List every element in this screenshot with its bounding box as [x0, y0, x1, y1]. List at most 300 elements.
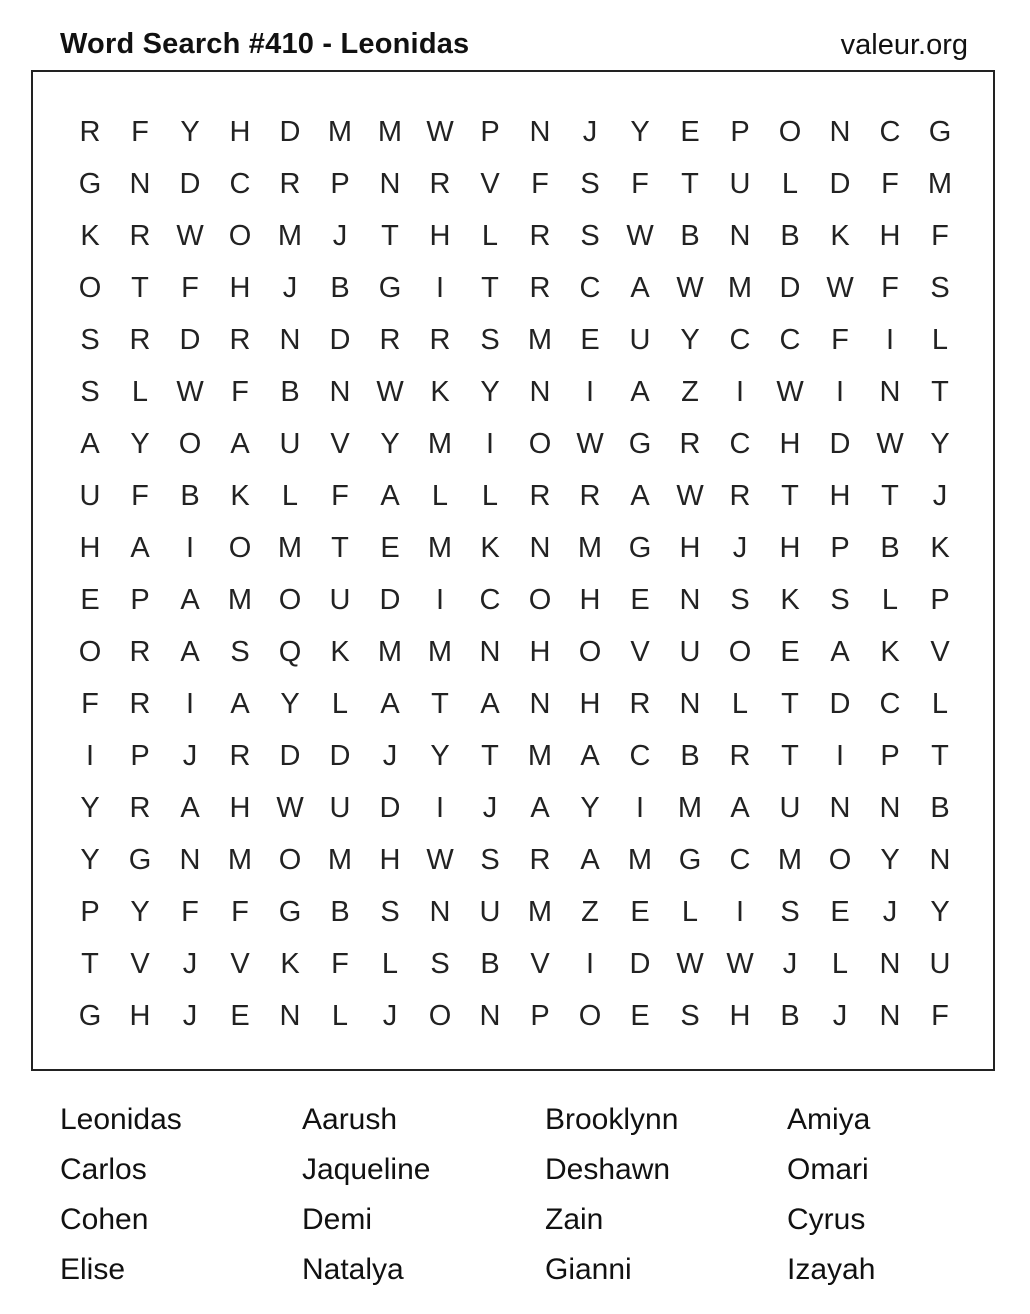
grid-cell[interactable]: I [185, 688, 195, 720]
grid-cell[interactable]: V [230, 948, 250, 980]
grid-cell[interactable]: G [628, 532, 652, 564]
grid-cell[interactable]: U [679, 636, 701, 668]
grid-cell[interactable]: B [780, 1000, 800, 1032]
grid-cell[interactable]: P [930, 584, 950, 616]
grid-cell[interactable]: J [282, 272, 298, 304]
grid-cell[interactable]: P [530, 1000, 550, 1032]
grid-cell[interactable]: K [430, 376, 450, 408]
grid-cell[interactable]: F [881, 272, 899, 304]
grid-cell[interactable]: S [780, 896, 800, 928]
grid-cell[interactable]: N [379, 168, 401, 200]
grid-cell[interactable]: C [779, 324, 801, 356]
grid-cell[interactable]: S [680, 1000, 700, 1032]
grid-cell[interactable]: D [329, 324, 351, 356]
grid-cell[interactable]: O [828, 844, 852, 876]
grid-cell[interactable]: O [728, 636, 752, 668]
grid-cell[interactable]: C [879, 116, 901, 148]
grid-cell[interactable]: L [931, 688, 949, 720]
grid-cell[interactable]: H [229, 792, 251, 824]
grid-cell[interactable]: S [80, 376, 100, 408]
grid-cell[interactable]: I [635, 792, 645, 824]
site-name[interactable]: valeur.org [840, 29, 968, 61]
grid-cell[interactable]: O [228, 220, 252, 252]
grid-cell[interactable]: D [629, 948, 651, 980]
grid-cell[interactable]: L [331, 1000, 349, 1032]
grid-cell[interactable]: U [779, 792, 801, 824]
grid-cell[interactable]: H [779, 532, 801, 564]
grid-cell[interactable]: E [630, 584, 650, 616]
grid-cell[interactable]: Y [880, 844, 900, 876]
grid-cell[interactable]: F [231, 896, 249, 928]
grid-cell[interactable]: B [680, 220, 700, 252]
grid-cell[interactable]: R [279, 168, 301, 200]
grid-cell[interactable]: I [435, 792, 445, 824]
grid-cell[interactable]: I [435, 584, 445, 616]
grid-cell[interactable]: G [678, 844, 702, 876]
grid-cell[interactable]: V [930, 636, 950, 668]
grid-cell[interactable]: D [179, 168, 201, 200]
grid-cell[interactable]: N [679, 584, 701, 616]
grid-cell[interactable]: M [427, 532, 453, 564]
grid-cell[interactable]: M [277, 532, 303, 564]
grid-cell[interactable]: F [331, 948, 349, 980]
grid-cell[interactable]: E [630, 1000, 650, 1032]
grid-cell[interactable]: E [830, 896, 850, 928]
grid-cell[interactable]: B [930, 792, 950, 824]
grid-cell[interactable]: K [880, 636, 900, 668]
grid-cell[interactable]: R [729, 740, 751, 772]
grid-cell[interactable]: T [931, 740, 949, 772]
grid-cell[interactable]: T [781, 480, 799, 512]
grid-cell[interactable]: F [931, 220, 949, 252]
grid-cell[interactable]: M [527, 896, 553, 928]
grid-cell[interactable]: U [279, 428, 301, 460]
grid-cell[interactable]: A [480, 688, 500, 720]
grid-cell[interactable]: G [278, 896, 302, 928]
grid-cell[interactable]: M [427, 636, 453, 668]
grid-cell[interactable]: N [879, 792, 901, 824]
grid-cell[interactable]: R [229, 740, 251, 772]
grid-cell[interactable]: S [430, 948, 450, 980]
grid-cell[interactable]: H [729, 1000, 751, 1032]
grid-cell[interactable]: H [229, 272, 251, 304]
grid-cell[interactable]: R [129, 688, 151, 720]
grid-cell[interactable]: D [829, 428, 851, 460]
grid-cell[interactable]: Y [480, 376, 500, 408]
grid-cell[interactable]: K [780, 584, 800, 616]
grid-cell[interactable]: T [481, 740, 499, 772]
grid-cell[interactable]: P [330, 168, 350, 200]
grid-cell[interactable]: W [426, 844, 454, 876]
grid-cell[interactable]: O [78, 272, 102, 304]
grid-cell[interactable]: D [379, 584, 401, 616]
grid-cell[interactable]: M [527, 740, 553, 772]
grid-cell[interactable]: B [180, 480, 200, 512]
grid-cell[interactable]: H [579, 688, 601, 720]
grid-cell[interactable]: W [676, 272, 704, 304]
grid-cell[interactable]: O [278, 844, 302, 876]
grid-cell[interactable]: H [79, 532, 101, 564]
grid-cell[interactable]: A [130, 532, 150, 564]
grid-cell[interactable]: A [380, 688, 400, 720]
grid-cell[interactable]: L [831, 948, 849, 980]
grid-cell[interactable]: B [280, 376, 300, 408]
grid-cell[interactable]: F [331, 480, 349, 512]
grid-cell[interactable]: A [380, 480, 400, 512]
grid-cell[interactable]: I [835, 376, 845, 408]
grid-cell[interactable]: O [778, 116, 802, 148]
grid-cell[interactable]: E [230, 1000, 250, 1032]
grid-cell[interactable]: G [78, 1000, 102, 1032]
grid-cell[interactable]: N [729, 220, 751, 252]
grid-cell[interactable]: V [480, 168, 500, 200]
grid-cell[interactable]: D [379, 792, 401, 824]
grid-cell[interactable]: K [930, 532, 950, 564]
grid-cell[interactable]: N [529, 532, 551, 564]
grid-cell[interactable]: O [578, 1000, 602, 1032]
grid-cell[interactable]: S [930, 272, 950, 304]
grid-cell[interactable]: M [327, 116, 353, 148]
grid-cell[interactable]: U [329, 792, 351, 824]
grid-cell[interactable]: S [580, 168, 600, 200]
grid-cell[interactable]: O [578, 636, 602, 668]
grid-cell[interactable]: I [885, 324, 895, 356]
grid-cell[interactable]: R [629, 688, 651, 720]
grid-cell[interactable]: T [931, 376, 949, 408]
grid-cell[interactable]: N [879, 948, 901, 980]
grid-cell[interactable]: M [777, 844, 803, 876]
grid-cell[interactable]: O [178, 428, 202, 460]
grid-cell[interactable]: F [831, 324, 849, 356]
grid-cell[interactable]: C [579, 272, 601, 304]
grid-cell[interactable]: Y [130, 428, 150, 460]
grid-cell[interactable]: J [482, 792, 498, 824]
grid-cell[interactable]: W [876, 428, 904, 460]
grid-cell[interactable]: B [330, 896, 350, 928]
grid-cell[interactable]: M [227, 584, 253, 616]
grid-cell[interactable]: S [480, 844, 500, 876]
grid-cell[interactable]: T [881, 480, 899, 512]
grid-cell[interactable]: P [480, 116, 500, 148]
grid-cell[interactable]: N [179, 844, 201, 876]
grid-cell[interactable]: C [629, 740, 651, 772]
grid-cell[interactable]: Y [380, 428, 400, 460]
grid-cell[interactable]: N [929, 844, 951, 876]
grid-cell[interactable]: K [830, 220, 850, 252]
grid-cell[interactable]: H [679, 532, 701, 564]
grid-cell[interactable]: J [182, 1000, 198, 1032]
grid-cell[interactable]: P [130, 584, 150, 616]
grid-cell[interactable]: D [279, 740, 301, 772]
grid-cell[interactable]: D [279, 116, 301, 148]
grid-cell[interactable]: M [677, 792, 703, 824]
grid-cell[interactable]: R [129, 220, 151, 252]
grid-cell[interactable]: L [431, 480, 449, 512]
grid-cell[interactable]: W [376, 376, 404, 408]
grid-cell[interactable]: Y [80, 792, 100, 824]
grid-cell[interactable]: S [380, 896, 400, 928]
grid-cell[interactable]: A [580, 844, 600, 876]
grid-cell[interactable]: L [931, 324, 949, 356]
grid-cell[interactable]: M [427, 428, 453, 460]
grid-cell[interactable]: L [281, 480, 299, 512]
grid-cell[interactable]: Y [930, 896, 950, 928]
grid-cell[interactable]: W [676, 480, 704, 512]
grid-cell[interactable]: P [130, 740, 150, 772]
grid-cell[interactable]: J [182, 740, 198, 772]
grid-cell[interactable]: J [782, 948, 798, 980]
grid-cell[interactable]: I [585, 376, 595, 408]
grid-cell[interactable]: J [332, 220, 348, 252]
grid-cell[interactable]: W [776, 376, 804, 408]
grid-cell[interactable]: A [580, 740, 600, 772]
grid-cell[interactable]: A [830, 636, 850, 668]
grid-cell[interactable]: Y [580, 792, 600, 824]
grid-cell[interactable]: T [131, 272, 149, 304]
grid-cell[interactable]: R [129, 324, 151, 356]
grid-cell[interactable]: F [231, 376, 249, 408]
grid-cell[interactable]: T [481, 272, 499, 304]
grid-cell[interactable]: L [331, 688, 349, 720]
grid-cell[interactable]: M [277, 220, 303, 252]
grid-cell[interactable]: V [630, 636, 650, 668]
grid-cell[interactable]: A [230, 688, 250, 720]
grid-cell[interactable]: U [929, 948, 951, 980]
grid-cell[interactable]: N [529, 688, 551, 720]
grid-cell[interactable]: R [379, 324, 401, 356]
grid-cell[interactable]: J [182, 948, 198, 980]
grid-cell[interactable]: Y [930, 428, 950, 460]
grid-cell[interactable]: M [577, 532, 603, 564]
grid-cell[interactable]: R [129, 636, 151, 668]
grid-cell[interactable]: J [382, 1000, 398, 1032]
grid-cell[interactable]: M [327, 844, 353, 876]
grid-cell[interactable]: R [79, 116, 101, 148]
grid-cell[interactable]: H [779, 428, 801, 460]
grid-cell[interactable]: I [485, 428, 495, 460]
grid-cell[interactable]: W [176, 220, 204, 252]
grid-cell[interactable]: W [276, 792, 304, 824]
grid-cell[interactable]: B [480, 948, 500, 980]
grid-cell[interactable]: T [681, 168, 699, 200]
grid-cell[interactable]: J [932, 480, 948, 512]
grid-cell[interactable]: A [630, 272, 650, 304]
grid-cell[interactable]: T [781, 688, 799, 720]
grid-cell[interactable]: N [529, 116, 551, 148]
grid-cell[interactable]: D [779, 272, 801, 304]
grid-cell[interactable]: D [179, 324, 201, 356]
grid-cell[interactable]: M [927, 168, 953, 200]
grid-cell[interactable]: E [630, 896, 650, 928]
grid-cell[interactable]: A [80, 428, 100, 460]
grid-cell[interactable]: Y [130, 896, 150, 928]
grid-cell[interactable]: L [481, 480, 499, 512]
grid-cell[interactable]: W [626, 220, 654, 252]
grid-cell[interactable]: R [429, 324, 451, 356]
grid-cell[interactable]: M [227, 844, 253, 876]
grid-cell[interactable]: E [380, 532, 400, 564]
grid-cell[interactable]: A [530, 792, 550, 824]
grid-cell[interactable]: F [531, 168, 549, 200]
grid-cell[interactable]: B [880, 532, 900, 564]
grid-cell[interactable]: W [726, 948, 754, 980]
grid-cell[interactable]: U [329, 584, 351, 616]
grid-cell[interactable]: N [879, 376, 901, 408]
grid-cell[interactable]: G [378, 272, 402, 304]
grid-cell[interactable]: W [576, 428, 604, 460]
grid-cell[interactable]: A [230, 428, 250, 460]
grid-cell[interactable]: J [832, 1000, 848, 1032]
grid-cell[interactable]: C [879, 688, 901, 720]
grid-cell[interactable]: P [880, 740, 900, 772]
grid-cell[interactable]: I [85, 740, 95, 772]
grid-cell[interactable]: K [480, 532, 500, 564]
grid-cell[interactable]: K [330, 636, 350, 668]
grid-cell[interactable]: F [881, 168, 899, 200]
grid-cell[interactable]: R [529, 220, 551, 252]
grid-cell[interactable]: I [435, 272, 445, 304]
grid-cell[interactable]: U [729, 168, 751, 200]
grid-cell[interactable]: T [781, 740, 799, 772]
grid-cell[interactable]: E [580, 324, 600, 356]
grid-cell[interactable]: S [230, 636, 250, 668]
grid-cell[interactable]: N [429, 896, 451, 928]
grid-cell[interactable]: N [329, 376, 351, 408]
grid-cell[interactable]: S [830, 584, 850, 616]
grid-cell[interactable]: H [829, 480, 851, 512]
grid-cell[interactable]: Z [681, 376, 699, 408]
grid-cell[interactable]: S [730, 584, 750, 616]
grid-cell[interactable]: L [381, 948, 399, 980]
grid-cell[interactable]: A [180, 792, 200, 824]
grid-cell[interactable]: R [429, 168, 451, 200]
grid-cell[interactable]: H [129, 1000, 151, 1032]
grid-cell[interactable]: H [429, 220, 451, 252]
grid-cell[interactable]: G [128, 844, 152, 876]
grid-cell[interactable]: H [229, 116, 251, 148]
grid-cell[interactable]: F [181, 896, 199, 928]
grid-cell[interactable]: R [129, 792, 151, 824]
grid-cell[interactable]: H [379, 844, 401, 876]
grid-cell[interactable]: S [580, 220, 600, 252]
grid-cell[interactable]: K [280, 948, 300, 980]
grid-cell[interactable]: M [627, 844, 653, 876]
grid-cell[interactable]: U [79, 480, 101, 512]
grid-cell[interactable]: Y [180, 116, 200, 148]
grid-cell[interactable]: J [582, 116, 598, 148]
grid-cell[interactable]: W [826, 272, 854, 304]
grid-cell[interactable]: N [829, 116, 851, 148]
grid-cell[interactable]: E [80, 584, 100, 616]
grid-cell[interactable]: G [628, 428, 652, 460]
grid-cell[interactable]: C [229, 168, 251, 200]
grid-cell[interactable]: J [732, 532, 748, 564]
grid-cell[interactable]: P [80, 896, 100, 928]
grid-cell[interactable]: L [481, 220, 499, 252]
grid-cell[interactable]: K [80, 220, 100, 252]
grid-cell[interactable]: I [735, 376, 745, 408]
grid-cell[interactable]: R [679, 428, 701, 460]
grid-cell[interactable]: P [830, 532, 850, 564]
grid-cell[interactable]: L [731, 688, 749, 720]
grid-cell[interactable]: F [181, 272, 199, 304]
grid-cell[interactable]: N [529, 376, 551, 408]
grid-cell[interactable]: T [81, 948, 99, 980]
grid-cell[interactable]: B [330, 272, 350, 304]
grid-cell[interactable]: N [479, 1000, 501, 1032]
grid-cell[interactable]: Y [430, 740, 450, 772]
grid-cell[interactable]: F [931, 1000, 949, 1032]
grid-cell[interactable]: A [180, 636, 200, 668]
grid-cell[interactable]: B [780, 220, 800, 252]
grid-cell[interactable]: U [629, 324, 651, 356]
grid-cell[interactable]: N [279, 1000, 301, 1032]
grid-cell[interactable]: D [829, 688, 851, 720]
grid-cell[interactable]: E [680, 116, 700, 148]
grid-cell[interactable]: O [428, 1000, 452, 1032]
grid-cell[interactable]: N [879, 1000, 901, 1032]
grid-cell[interactable]: A [630, 376, 650, 408]
grid-cell[interactable]: J [882, 896, 898, 928]
grid-cell[interactable]: T [381, 220, 399, 252]
grid-cell[interactable]: I [835, 740, 845, 772]
grid-cell[interactable]: A [630, 480, 650, 512]
grid-cell[interactable]: B [680, 740, 700, 772]
grid-cell[interactable]: F [131, 480, 149, 512]
grid-cell[interactable]: Q [278, 636, 302, 668]
grid-cell[interactable]: Y [80, 844, 100, 876]
grid-cell[interactable]: I [185, 532, 195, 564]
grid-cell[interactable]: F [81, 688, 99, 720]
grid-cell[interactable]: M [377, 636, 403, 668]
grid-cell[interactable]: Y [280, 688, 300, 720]
grid-cell[interactable]: N [129, 168, 151, 200]
grid-cell[interactable]: C [729, 428, 751, 460]
grid-cell[interactable]: A [730, 792, 750, 824]
grid-cell[interactable]: N [829, 792, 851, 824]
grid-cell[interactable]: W [176, 376, 204, 408]
grid-cell[interactable]: H [579, 584, 601, 616]
grid-cell[interactable]: N [679, 688, 701, 720]
grid-cell[interactable]: T [331, 532, 349, 564]
grid-cell[interactable]: W [426, 116, 454, 148]
grid-cell[interactable]: I [585, 948, 595, 980]
grid-cell[interactable]: S [480, 324, 500, 356]
grid-cell[interactable]: G [78, 168, 102, 200]
grid-cell[interactable]: O [528, 584, 552, 616]
grid-cell[interactable]: J [382, 740, 398, 772]
grid-cell[interactable]: O [528, 428, 552, 460]
grid-cell[interactable]: D [329, 740, 351, 772]
grid-cell[interactable]: M [527, 324, 553, 356]
grid-cell[interactable]: R [529, 272, 551, 304]
grid-cell[interactable]: C [729, 324, 751, 356]
grid-cell[interactable]: L [781, 168, 799, 200]
grid-cell[interactable]: E [780, 636, 800, 668]
grid-cell[interactable]: F [131, 116, 149, 148]
grid-cell[interactable]: U [479, 896, 501, 928]
grid-cell[interactable]: N [479, 636, 501, 668]
grid-cell[interactable]: F [631, 168, 649, 200]
grid-cell[interactable]: O [228, 532, 252, 564]
grid-cell[interactable]: R [579, 480, 601, 512]
grid-cell[interactable]: H [529, 636, 551, 668]
grid-cell[interactable]: Y [630, 116, 650, 148]
grid-cell[interactable]: Y [680, 324, 700, 356]
grid-cell[interactable]: M [727, 272, 753, 304]
grid-cell[interactable]: O [278, 584, 302, 616]
grid-cell[interactable]: H [879, 220, 901, 252]
